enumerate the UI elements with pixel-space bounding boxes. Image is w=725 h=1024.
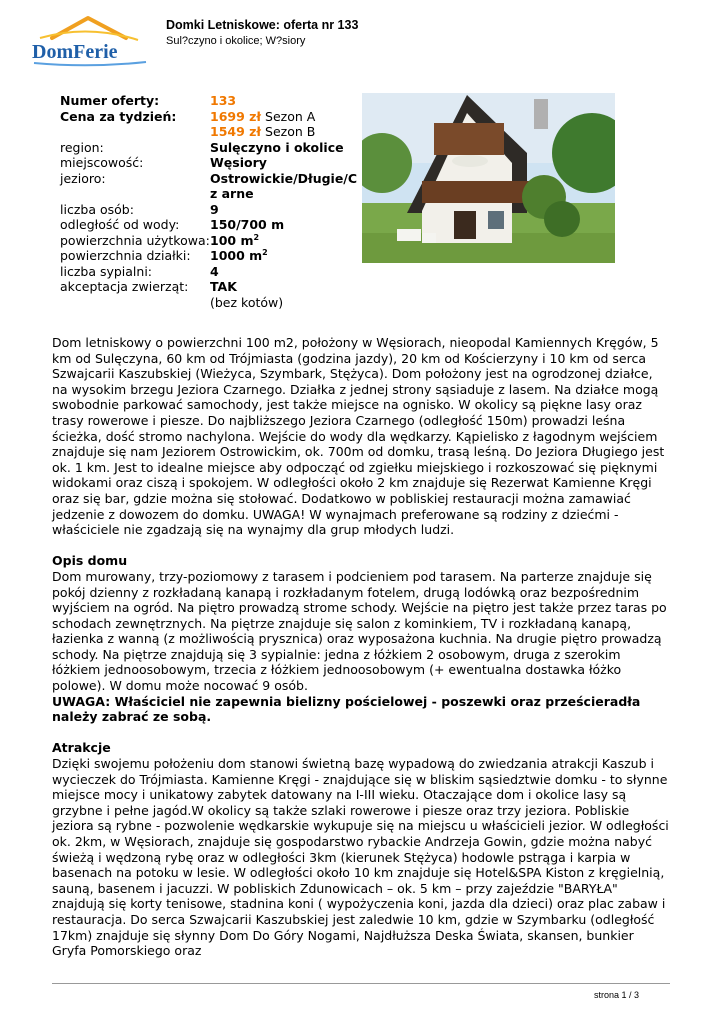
bedrooms-label: liczba sypialni: [60, 263, 153, 279]
offer-number-value: 133 [210, 93, 237, 108]
distance-value: 150/700 m [210, 217, 285, 232]
town-row [60, 155, 362, 171]
region-value: Sulęczyno i okolice [210, 139, 344, 155]
page-number: strona 1 / 3 [594, 990, 640, 1000]
pets-row [60, 279, 362, 295]
lake-row [60, 171, 362, 202]
document-title: Domki Letniskowe: oferta nr 133 [166, 18, 359, 32]
distance-label: odległość od wody: [60, 217, 180, 232]
attractions-paragraph: Dzięki swojemu położeniu dom stanowi świetną bazę wypadową do zwiedzania atrakcji Kaszub i wycieczek do Trójmiasta. Kamienne Kręgi - znajdujące się w bliskim sąsiedztwie domku - to słynne miejsce mocy i unikatowy zabytek datowany na I-III wieku. Otaczające dom i okolice lasy są grzybne i pełne jagód.W okolicy są także szlaki rowerowe i piesze oraz trzy jeziora. Pobliskie jeziora są rybne - pozwolenie wędkarskie wykupuje się na miejscu u właścicieli jezior. W odległości ok. 2km, w Węsiorach, znajduje się gospodarstwo rybackie Andrzeja Gowin, gdzie można nabyć świeżą i wędzoną rybę oraz w odległości 3km (kierunek Stężyca) hodowle pstrąga i karpia w basenach na potoku w lesie. W odległości około 10 km znajduje się Hotel&SPA Kiston z kręgielnią, sauną, basenem i jacuzzi. W pobliskich Zdunowicach – ok. 5 km – przy zajeździe "BARYŁA" znajdują się korty tenisowe, stadnina koni ( wypożyczenia koni, jazda dla dzieci) oraz plac zabaw i restauracja. Do serca Szwajcarii Kaszubskiej jest zaledwie 10 km, gdzie w Szymbarku (odległość 17km) znajduje się słynny Dom Do Góry Nogami, Najdłuższa Deska Świata, skansen, bunkier Gryfa Pomorskiego oraz [52, 756, 669, 959]
town-label: miejscowość: [60, 155, 144, 170]
bedrooms-row [60, 264, 362, 280]
pets-value: TAK [210, 279, 237, 294]
town-value: Węsiory [210, 155, 267, 170]
pets-note: (bez kotów) [210, 294, 284, 310]
attractions-heading: Atrakcje [52, 740, 111, 756]
area-row [60, 233, 362, 249]
intro-paragraph: Dom letniskowy o powierzchni 100 m2, położony w Węsiorach, nieopodal Kamiennych Kręgów, 5 km od Sulęczyna, 60 km od Trójmiasta (godzina jazdy), 20 km od Kościerzyny i 10 km od serca Szwajcarii Kaszubskiej (Wieżyca, Szymbark, Stężyca). Dom położony jest na ogrodzonej działce, na wysokim brzegu Jeziora Czarnego. Działka z jednej strony sąsiaduje z lasem. Na działce mogą swobodnie parkować samochody, jest także miejsce na ognisko. W okolicy są piękne lasy oraz trasy rowerowe i piesze. Do najbliższego Jeziora Czarnego (odległość 150m) prowadzi leśna ścieżka, dość stromo nachylona. Wejście do wody dla wędkarzy. Kąpielisko z łagodnym wejściem znajduje się nam Jeziorem Ostrowickim, ok. 700m od domku, trasą leśną. Do Jeziora Długiego jest ok. 1 km. Jest to idealne miejsce aby odpocząć od zgiełku miejskiego i rozkoszować się pięknymi widokami oraz ciszą i spokojem. W odległości około 2 km znajduje się Rezerwat Kamienne Kręgi oraz się bar, gdzie można się stołować. Dodatkowo w pobliskiej restauracji można zamawiać jedzenie z dowozem do domku. UWAGA! W wynajmach preferowane są rodziny z dziećmi - właściciele nie zgadzają się na wynajmy dla grup młodych ludzi. [52, 335, 665, 538]
domferie-logo [30, 12, 150, 70]
persons-row [60, 202, 362, 218]
plot-unit-sup: 2 [262, 247, 268, 257]
persons-value: 9 [210, 201, 219, 217]
persons-label: liczba osób: [60, 201, 134, 217]
house-heading: Opis domu [52, 553, 128, 569]
price-row [60, 109, 362, 125]
svg-text:DomFerie: DomFerie [32, 41, 118, 63]
linen-warning: UWAGA: Właściciel nie zapewnia bielizny pościelowej - poszewki oraz prześcieradła należy zabrać ze sobą. [52, 693, 641, 725]
plot-row [60, 248, 362, 264]
price-b-row [60, 124, 362, 140]
price-a-amount: 1699 zł [210, 108, 262, 124]
pets-label: akceptacja zwierząt: [60, 279, 189, 294]
offer-description [52, 335, 670, 959]
house-photo [362, 93, 615, 263]
plot-label: powierzchnia działki: [60, 248, 191, 263]
offer-number-label: Numer oferty: [60, 93, 160, 108]
price-a-season: Sezon A [265, 108, 316, 124]
region-label: region: [60, 139, 104, 155]
offer-specs [60, 93, 362, 310]
distance-row [60, 217, 362, 233]
page-header [0, 0, 725, 80]
document-subtitle: Sul?czyno i okolice; W?siory [166, 35, 306, 47]
lake-label: jezioro: [60, 170, 106, 186]
price-b-season: Sezon B [265, 124, 316, 139]
pets-note-row [60, 295, 362, 311]
region-row [60, 140, 362, 156]
house-paragraph: Dom murowany, trzy-poziomowy z tarasem i podcieniem pod tarasem. Na parterze znajduje się pokój dzienny z rozkładaną kanapą i rozkładanym fotelem, drugą lodówką oraz bezpośrednim wyjściem na ogród. Na piętro prowadzą strome schody. Wejście na piętro jest także przez taras po schodach zewnętrznych. Na piętrze znajduje się salon z kominkiem, TV i rozkładaną kanapą, łazienka z wanną (z możliwością prysznica) oraz wyposażona kuchnia. Na drugie piętro prowadzą schody. Na piętrze znajdują się 3 sypialnie: jedna z łóżkiem 2 osobowym, druga z szerokim łóżkiem jednoosobowym, trzecia z łóżkiem jednoosobowym (+ ewentualna dostawka łóżko polowe). W domu może nocować 9 osób. [52, 568, 667, 694]
plot-value: 1000 m [210, 248, 263, 263]
price-b-amount: 1549 zł [210, 124, 262, 139]
area-unit-sup: 2 [253, 232, 260, 242]
bedrooms-value: 4 [210, 263, 219, 279]
lake-value: Ostrowickie/Długie/Cz arne [210, 170, 358, 201]
area-value: 100 m [210, 232, 254, 248]
footer-divider [52, 983, 670, 984]
area-label: powierzchnia użytkowa: [60, 232, 210, 248]
price-label: Cena za tydzień: [60, 108, 177, 124]
offer-number-row [60, 93, 362, 109]
